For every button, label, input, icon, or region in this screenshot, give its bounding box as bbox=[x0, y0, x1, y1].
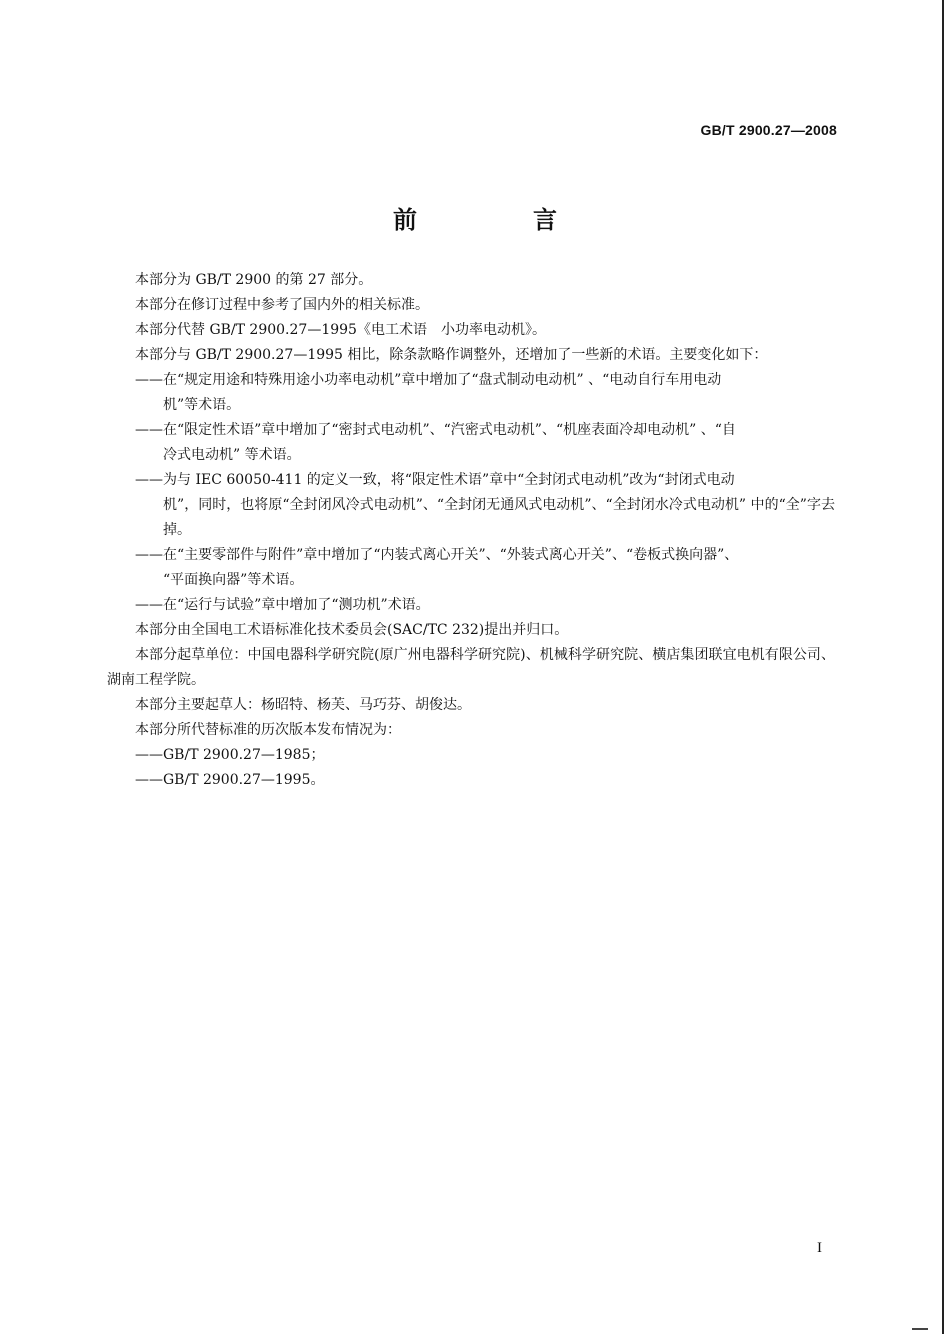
history-item: ——GB/T 2900.27—1985； bbox=[135, 747, 325, 763]
page-number: I bbox=[817, 1240, 822, 1256]
change-item bbox=[107, 418, 835, 468]
paragraph: 本部分主要起草人：杨昭特、杨芙、马巧芬、胡俊达。 bbox=[135, 697, 471, 713]
change-item-text: ——在“主要零部件与附件”章中增加了“内装式离心开关”、“外装式离心开关”、“卷板式换向器”、 bbox=[135, 547, 739, 563]
change-item-text: ——在“限定性术语”章中增加了“密封式电动机”、“汽密式电动机”、“机座表面冷却电动机” 、“自 bbox=[135, 422, 736, 438]
paragraph: 本部分与 GB/T 2900.27—1995 相比，除条款略作调整外，还增加了一些新的术语。主要变化如下： bbox=[135, 347, 768, 363]
change-item bbox=[107, 593, 835, 618]
change-item-continuation: 冷式电动机” 等术语。 bbox=[163, 447, 301, 463]
paragraph: 本部分代替 GB/T 2900.27—1995《电工术语 小功率电动机》。 bbox=[135, 322, 546, 338]
scan-edge-line bbox=[942, 0, 944, 1334]
change-item-continuation: 机”等术语。 bbox=[163, 397, 241, 413]
change-item-continuation: 机”，同时，也将原“全封闭风冷式电动机”、“全封闭无通风式电动机”、“全封闭水冷式电动机” 中的“全”字去掉。 bbox=[163, 497, 835, 538]
change-item bbox=[107, 368, 835, 418]
scan-corner-mark bbox=[912, 1328, 928, 1330]
change-item-text: ——在“运行与试验”章中增加了“测功机”术语。 bbox=[135, 597, 430, 613]
paragraph: 本部分由全国电工术语标准化技术委员会(SAC/TC 232)提出并归口。 bbox=[135, 622, 569, 638]
standard-number: GB/T 2900.27—2008 bbox=[700, 122, 837, 138]
paragraph: 本部分起草单位：中国电器科学研究院(原广州电器科学研究院)、机械科学研究院、横店集团联宜电机有限公司、湖南工程学院。 bbox=[107, 647, 835, 688]
change-item bbox=[107, 468, 835, 543]
change-item bbox=[107, 543, 835, 593]
paragraph: 本部分为 GB/T 2900 的第 27 部分。 bbox=[135, 272, 373, 288]
paragraph: 本部分在修订过程中参考了国内外的相关标准。 bbox=[135, 297, 429, 313]
foreword-body bbox=[107, 268, 835, 793]
change-item-text: ——为与 IEC 60050-411 的定义一致，将“限定性术语”章中“全封闭式电动机”改为“封闭式电动 bbox=[135, 472, 735, 488]
paragraph: 本部分所代替标准的历次版本发布情况为： bbox=[135, 722, 401, 738]
change-item-text: ——在“规定用途和特殊用途小功率电动机”章中增加了“盘式制动电动机” 、“电动自行车用电动 bbox=[135, 372, 722, 388]
section-title: 前 言 bbox=[393, 206, 603, 234]
change-item-continuation: “平面换向器”等术语。 bbox=[163, 572, 304, 588]
history-item: ——GB/T 2900.27—1995。 bbox=[135, 772, 325, 788]
